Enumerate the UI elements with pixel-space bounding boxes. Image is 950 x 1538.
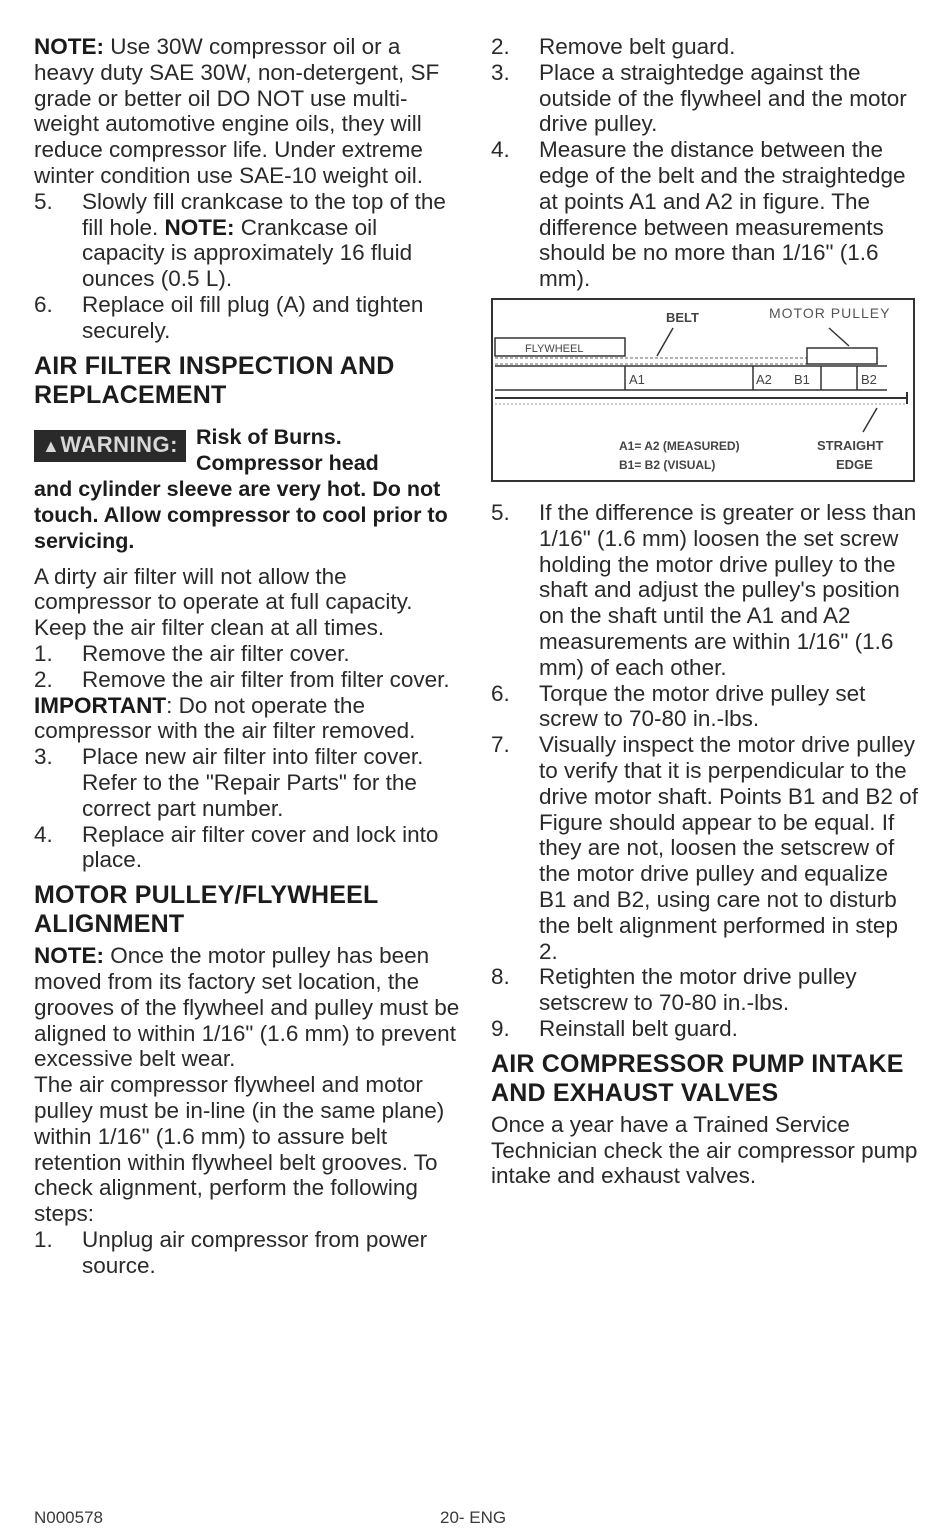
warning-text: and cylinder sleeve are very hot. Do not touch. Allow compressor to cool prior to servicing.	[34, 476, 448, 553]
pulley-step-5: 5. If the difference is greater or less than 1/16" (1.6 mm) loosen the set screw holding the motor drive pulley to the shaft and adjust the pulley's position on the shaft until the A1 and A2 measurements are within 1/16" (1.6 mm) of each other.	[491, 499, 917, 680]
right-column	[491, 34, 921, 1189]
motor-pulley-label: MOTOR PULLEY	[769, 304, 891, 321]
pulley-step-7: 7. Visually inspect the motor drive pulley to verify that it is perpendicular to the drive motor shaft. Points B1 and B2 of Figure should appear to be equal. If they are not, loosen the setscrew of the motor drive pulley and equalize B1 and B2, using care not to disturb the belt alignment performed in step 2.	[491, 732, 918, 964]
warning-block	[34, 424, 462, 554]
filter-step-1: 1. Remove the air filter cover.	[34, 640, 350, 666]
pulley-note: NOTE: Once the motor pulley has been moved from its factory set location, the grooves of the flywheel and pulley must be aligned to within 1/16" (1.6 mm) to prevent excessive belt wear.	[34, 943, 460, 1072]
belt-label: BELT	[666, 309, 699, 325]
filter-step-3: 3. Place new air filter into filter cover. Refer to the "Repair Parts" for the correct part number.	[34, 744, 424, 821]
pulley-step-3: 3. Place a straightedge against the outside of the flywheel and the motor drive pulley.	[491, 59, 907, 137]
b1-label: B1	[794, 371, 810, 387]
oil-step-6: 6. Replace oil fill plug (A) and tighten securely.	[34, 291, 424, 343]
filter-intro: A dirty air filter will not allow the compressor to operate at full capacity. Keep the air filter clean at all times.	[34, 563, 413, 641]
alignment-figure	[491, 298, 915, 482]
straight-label: STRAIGHT	[817, 437, 884, 453]
oil-note: NOTE: Use 30W compressor oil or a heavy duty SAE 30W, non-detergent, SF grade or better oil DO NOT use multi-weight automotive engine oils, they will reduce compressor life. Under extreme winter condition use SAE-10 weight oil.	[34, 34, 440, 188]
pulley-step-6: 6. Torque the motor drive pulley set screw to 70-80 in.-lbs.	[491, 680, 866, 732]
warning-title: Risk of Burns. Compressor head	[195, 424, 379, 475]
pulley-step-1: 1. Unplug air compressor from power source.	[34, 1226, 428, 1278]
heading-pump-valves: AIR COMPRESSOR PUMP INTAKE AND EXHAUST VALVES	[491, 1049, 904, 1107]
edge-label: EDGE	[836, 456, 873, 472]
legend-a1-a2: A1= A2 (MEASURED)	[619, 438, 740, 453]
left-column	[34, 34, 462, 1278]
filter-step-2: 2. Remove the air filter from filter cover.	[34, 666, 450, 692]
pulley-step-2: 2. Remove belt guard.	[491, 34, 736, 59]
pulley-step-9: 9. Reinstall belt guard.	[491, 1015, 738, 1041]
pulley-step-8: 8. Retighten the motor drive pulley setscrew to 70-80 in.-lbs.	[491, 964, 857, 1016]
warning-triangle-icon: ▲	[42, 435, 61, 456]
oil-step-5: 5. Slowly fill crankcase to the top of the fill hole. NOTE: Crankcase oil capacity is approximately 16 fluid ounces (0.5 L).	[34, 188, 446, 292]
a1-label: A1	[629, 371, 645, 387]
filter-step-4: 4. Replace air filter cover and lock into place.	[34, 821, 439, 873]
pulley-step-4: 4. Measure the distance between the edge of the belt and the straightedge at points A1 and A2 in figure. The difference between measurements should be no more than 1/16" (1.6 mm).	[491, 137, 906, 292]
valves-paragraph: Once a year have a Trained Service Technician check the air compressor pump intake and exhaust valves.	[491, 1111, 918, 1189]
important-note: IMPORTANT: Do not operate the compressor with the air filter removed.	[34, 692, 416, 744]
motor-pulley-shape	[807, 348, 877, 364]
legend-b1-b2: B1= B2 (VISUAL)	[619, 457, 716, 472]
b2-label: B2	[861, 371, 877, 387]
heading-air-filter: AIR FILTER INSPECTION AND REPLACEMENT	[34, 351, 395, 409]
warning-badge: ▲WARNING:	[34, 430, 186, 462]
pulley-paragraph: The air compressor flywheel and motor pulley must be in-line (in the same plane) within 1/16" (1.6 mm) to assure belt retention within flywheel belt grooves. To check alignment, perform the following steps:	[34, 1072, 445, 1227]
page-number: 20- ENG	[440, 1508, 507, 1527]
a2-label: A2	[756, 371, 772, 387]
heading-pulley-alignment: MOTOR PULLEY/FLYWHEEL ALIGNMENT	[34, 881, 379, 939]
document-code: N000578	[34, 1508, 104, 1527]
alignment-diagram	[491, 298, 915, 482]
flywheel-label: FLYWHEEL	[525, 342, 584, 355]
